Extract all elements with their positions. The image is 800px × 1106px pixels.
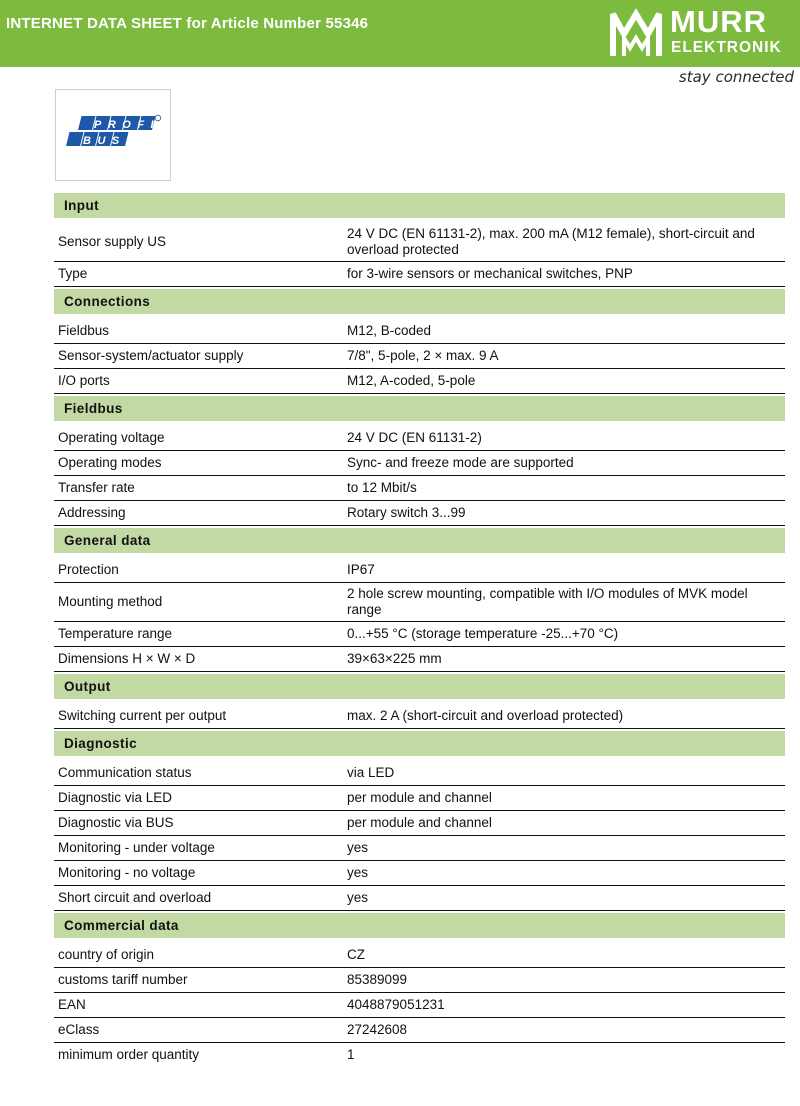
row-value: yes	[347, 840, 369, 855]
row-label: Protection	[58, 562, 119, 577]
row-value: max. 2 A (short-circuit and overload protected)	[347, 708, 624, 723]
row-value: 85389099	[347, 972, 408, 987]
table-row	[54, 319, 785, 344]
table-row	[54, 369, 785, 394]
row-value: 27242608	[347, 1022, 408, 1037]
section-header-diagnostic: Diagnostic	[54, 731, 785, 756]
row-value: 1	[347, 1047, 355, 1062]
row-label: country of origin	[58, 947, 155, 962]
row-value: M12, A-coded, 5-pole	[347, 373, 476, 388]
row-label: Sensor-system/actuator supply	[58, 348, 244, 363]
section-header-connections: Connections	[54, 289, 785, 314]
brand-subname: ELEKTRONIK	[671, 39, 782, 56]
row-label: Mounting method	[58, 594, 163, 609]
row-value: 2 hole screw mounting, compatible with I/O modules of MVK model range	[347, 586, 748, 617]
row-label: Dimensions H × W × D	[58, 651, 196, 666]
row-label: Sensor supply US	[58, 234, 167, 249]
row-value: Rotary switch 3...99	[347, 505, 466, 520]
table-row	[54, 223, 785, 262]
table-row	[54, 1018, 785, 1043]
data-sheet-table	[54, 193, 785, 1069]
row-value: yes	[347, 890, 369, 905]
row-value: 24 V DC (EN 61131-2), max. 200 mA (M12 female), short-circuit and overload protected	[347, 226, 755, 257]
murr-logo	[608, 6, 788, 62]
table-row	[54, 426, 785, 451]
section-header-output: Output	[54, 674, 785, 699]
profibus-top-text: PROFI	[94, 119, 161, 131]
page-title: INTERNET DATA SHEET for Article Number 55346	[6, 15, 369, 32]
table-row	[54, 861, 785, 886]
section-header-fieldbus: Fieldbus	[54, 396, 785, 421]
row-label: customs tariff number	[58, 972, 188, 987]
table-row	[54, 558, 785, 583]
row-value: for 3-wire sensors or mechanical switches, PNP	[347, 266, 633, 281]
row-label: Diagnostic via BUS	[58, 815, 174, 830]
row-label: minimum order quantity	[58, 1047, 200, 1062]
table-row	[54, 583, 785, 622]
table-row	[54, 811, 785, 836]
row-value: via LED	[347, 765, 395, 780]
row-label: Short circuit and overload	[58, 890, 212, 905]
table-row	[54, 886, 785, 911]
table-row	[54, 704, 785, 729]
table-row	[54, 836, 785, 861]
row-value: 7/8", 5-pole, 2 × max. 9 A	[347, 348, 499, 363]
section-header-general-data: General data	[54, 528, 785, 553]
table-row	[54, 451, 785, 476]
table-row	[54, 476, 785, 501]
row-value: IP67	[347, 562, 375, 577]
table-row	[54, 501, 785, 526]
row-value: per module and channel	[347, 790, 492, 805]
row-value: M12, B-coded	[347, 323, 432, 338]
row-label: Operating voltage	[58, 430, 165, 445]
table-row	[54, 262, 785, 287]
table-row	[54, 993, 785, 1018]
table-row	[54, 647, 785, 672]
row-label: Fieldbus	[58, 323, 110, 338]
profibus-bottom-text: BUS	[83, 135, 126, 147]
profibus-badge	[55, 89, 171, 181]
profibus-logo-icon	[66, 114, 162, 150]
header-bar	[0, 0, 800, 67]
table-row	[54, 968, 785, 993]
section-header-input: Input	[54, 193, 785, 218]
row-value: 4048879051231	[347, 997, 445, 1012]
row-value: yes	[347, 865, 369, 880]
row-label: Switching current per output	[58, 708, 227, 723]
row-value: Sync- and freeze mode are supported	[347, 455, 574, 470]
row-label: Transfer rate	[58, 480, 135, 495]
row-value: 0...+55 °C (storage temperature -25...+70 °C)	[347, 626, 619, 641]
table-row	[54, 344, 785, 369]
brand-name: MURR	[670, 4, 767, 39]
brand-tagline: stay connected	[678, 68, 794, 86]
row-value: 39×63×225 mm	[347, 651, 442, 666]
table-row	[54, 622, 785, 647]
row-label: Type	[58, 266, 88, 281]
row-label: Addressing	[58, 505, 126, 520]
row-label: EAN	[58, 997, 86, 1012]
row-label: I/O ports	[58, 373, 110, 388]
table-row	[54, 1043, 785, 1067]
row-value: CZ	[347, 947, 365, 962]
row-label: Diagnostic via LED	[58, 790, 173, 805]
table-row	[54, 761, 785, 786]
row-label: Temperature range	[58, 626, 173, 641]
murr-mark-icon	[610, 8, 662, 60]
row-label: Monitoring - under voltage	[58, 840, 215, 855]
section-header-commercial-data: Commercial data	[54, 913, 785, 938]
table-row	[54, 943, 785, 968]
row-label: Monitoring - no voltage	[58, 865, 196, 880]
row-label: eClass	[58, 1022, 100, 1037]
row-value: per module and channel	[347, 815, 492, 830]
row-value: to 12 Mbit/s	[347, 480, 417, 495]
row-value: 24 V DC (EN 61131-2)	[347, 430, 482, 445]
row-label: Communication status	[58, 765, 192, 780]
row-label: Operating modes	[58, 455, 162, 470]
table-row	[54, 786, 785, 811]
